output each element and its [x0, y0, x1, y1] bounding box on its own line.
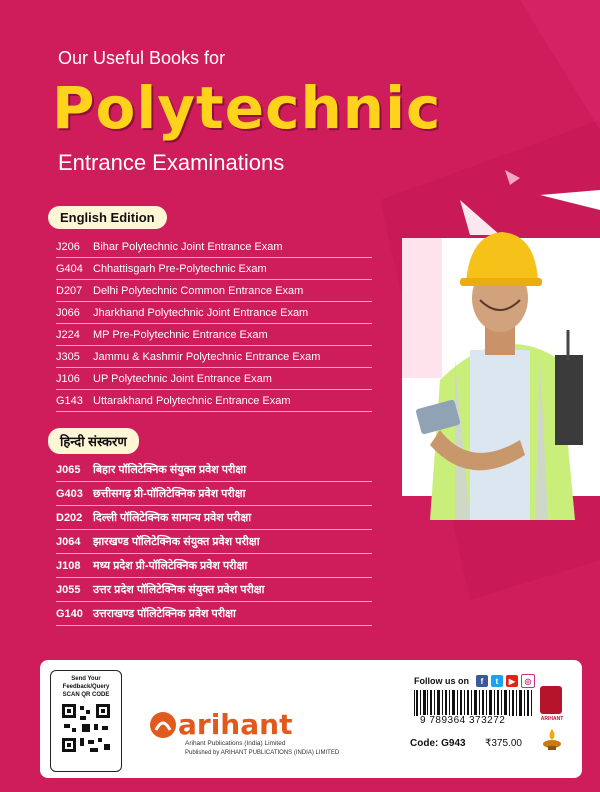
book-title: Chhattisgarh Pre-Polytechnic Exam [93, 262, 267, 275]
book-code: G143 [56, 394, 83, 407]
book-title: उत्तर प्रदेश पॉलिटेक्निक संयुक्त प्रवेश परीक्षा [93, 584, 265, 596]
book-code: J055 [56, 583, 81, 596]
arihant-logo-icon [148, 710, 178, 740]
book-code: D207 [56, 284, 83, 297]
qr-caption: Send Your Feedback/Query SCAN QR CODE [62, 676, 110, 698]
follow-label: Follow us on [414, 676, 469, 686]
price-label: ₹375.00 [485, 738, 522, 749]
book-code: J064 [56, 535, 81, 548]
book-code: J108 [56, 559, 81, 572]
book-code: J224 [56, 328, 80, 341]
brand-name: arihant [178, 708, 293, 741]
book-title: Bihar Polytechnic Joint Entrance Exam [93, 240, 283, 253]
book-code: J066 [56, 306, 80, 319]
youtube-icon[interactable]: ▶ [506, 675, 518, 687]
book-code: G404 [56, 262, 83, 275]
lamp-icon [540, 727, 564, 751]
book-code: J206 [56, 240, 80, 253]
book-title: उत्तराखण्ड पॉलिटेक्निक प्रवेश परीक्षा [93, 608, 236, 620]
hindi-edition-heading: हिन्दी संस्करण [48, 428, 139, 454]
book-title: मध्य प्रदेश प्री-पॉलिटेक्निक प्रवेश परीक्षा [93, 560, 248, 572]
barcode [412, 690, 536, 716]
qr-code-icon [60, 702, 112, 754]
brand-subtitle: Arihant Publications (India) Limited [185, 740, 286, 747]
intro-text: Our Useful Books for [58, 48, 226, 68]
book-code: D202 [56, 511, 83, 524]
book-code-label: Code: G943 [410, 738, 466, 749]
book-code: J106 [56, 372, 80, 385]
arihant-badge-icon [540, 686, 562, 714]
book-title: Jammu & Kashmir Polytechnic Entrance Exam [93, 350, 321, 363]
book-title: छत्तीसगढ़ प्री-पॉलिटेक्निक प्रवेश परीक्षा [93, 488, 246, 500]
book-title: UP Polytechnic Joint Entrance Exam [93, 372, 272, 385]
badge-label: ARIHANT [540, 716, 564, 722]
book-title: Delhi Polytechnic Common Entrance Exam [93, 284, 304, 297]
social-follow [414, 674, 535, 688]
book-code: J065 [56, 463, 81, 476]
book-title: Jharkhand Polytechnic Joint Entrance Exam [93, 306, 309, 319]
subtitle-text: Entrance Examinations [58, 150, 285, 175]
book-title: झारखण्ड पॉलिटेक्निक संयुक्त प्रवेश परीक्षा [93, 536, 260, 548]
qr-card [50, 670, 122, 772]
book-title: बिहार पॉलिटेक्निक संयुक्त प्रवेश परीक्षा [93, 464, 247, 476]
book-title: MP Pre-Polytechnic Entrance Exam [93, 328, 268, 341]
instagram-icon[interactable]: ◎ [521, 674, 535, 688]
book-code: G403 [56, 487, 83, 500]
book-title: Uttarakhand Polytechnic Entrance Exam [93, 394, 291, 407]
brand-logo [148, 708, 292, 741]
english-edition-heading: English Edition [48, 206, 167, 229]
page-title: Polytechnic [52, 74, 442, 142]
publisher-line: Published by ARIHANT PUBLICATIONS (INDIA) LIMITED [185, 750, 340, 756]
isbn-number: 9 789364 373272 [420, 715, 506, 726]
twitter-icon[interactable]: t [491, 675, 503, 687]
book-title: दिल्ली पॉलिटेक्निक सामान्य प्रवेश परीक्षा [93, 512, 252, 524]
facebook-icon[interactable]: f [476, 675, 488, 687]
book-code: J305 [56, 350, 80, 363]
book-code: G140 [56, 607, 83, 620]
